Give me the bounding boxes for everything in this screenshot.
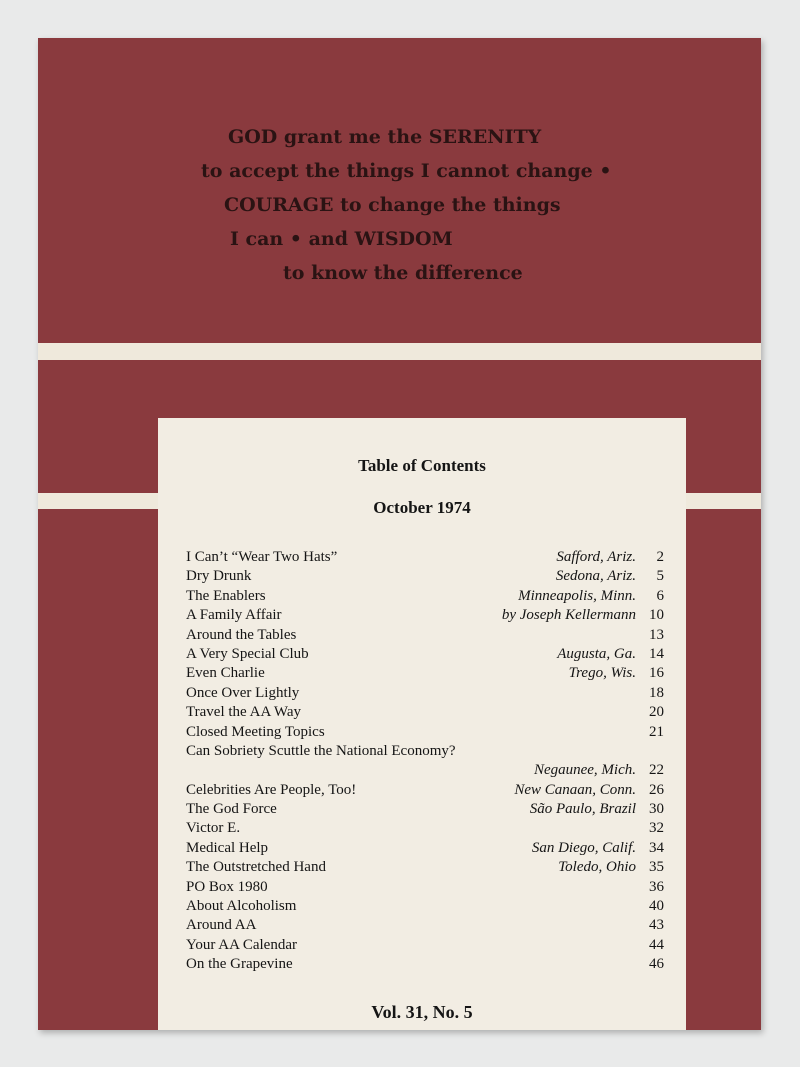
toc-entry-title: A Very Special Club — [186, 645, 309, 662]
toc-entry — [186, 878, 664, 897]
toc-entry-page: 46 — [649, 956, 664, 973]
toc-entry-page: 2 — [656, 549, 664, 565]
toc-entry-title: Closed Meeting Topics — [186, 723, 325, 740]
toc-entry-title: Celebrities Are People, Too! — [186, 781, 357, 798]
toc-entry-page: 34 — [649, 839, 664, 856]
toc-entry — [186, 819, 664, 838]
toc-entry — [186, 684, 664, 703]
toc-entry-title: Victor E. — [186, 820, 241, 837]
toc-entry-page: 6 — [656, 587, 664, 604]
toc-entry — [186, 723, 664, 742]
toc-entry-title: Your AA Calendar — [186, 936, 297, 953]
toc-entry-page: 16 — [649, 665, 664, 682]
toc-entry-page: 10 — [649, 607, 664, 624]
prayer-line: GOD grant me the SERENITY — [228, 126, 542, 148]
toc-entry-location: Negaunee, Mich. — [533, 762, 636, 779]
toc-entry-page: 30 — [649, 801, 664, 818]
toc-entry — [186, 587, 664, 606]
toc-entry — [186, 955, 664, 974]
toc-entry — [186, 548, 664, 567]
toc-entry — [186, 858, 664, 877]
toc-entry-page: 26 — [649, 781, 664, 798]
toc-entry-page: 36 — [649, 878, 664, 895]
toc-entry — [186, 800, 664, 819]
toc-entry — [186, 916, 664, 935]
toc-entry-title: Around AA — [186, 917, 257, 934]
toc-entry-page: 32 — [649, 820, 664, 837]
table-of-contents — [186, 548, 664, 975]
toc-entry-title: Medical Help — [186, 839, 269, 856]
prayer-line: to know the difference — [283, 262, 523, 284]
prayer-line: COURAGE to change the things — [224, 194, 561, 216]
toc-entry-title: Can Sobriety Scuttle the National Economy? — [186, 742, 456, 759]
toc-entry-title: Once Over Lightly — [186, 684, 300, 701]
toc-entry — [186, 839, 664, 858]
toc-entry-location: Minneapolis, Minn. — [518, 587, 636, 604]
booklet-cover — [38, 38, 761, 1030]
toc-entry-page: 5 — [656, 568, 664, 585]
toc-entry-title: About Alcoholism — [186, 898, 297, 915]
volume-number: Vol. 31, No. 5 — [371, 1002, 473, 1022]
toc-entry — [186, 781, 664, 800]
toc-entry — [186, 626, 664, 645]
toc-entry — [186, 606, 664, 625]
toc-entry-title: The Outstretched Hand — [186, 859, 326, 876]
prayer-line: to accept the things I cannot change • — [201, 160, 612, 182]
issue-date: October 1974 — [373, 498, 471, 517]
toc-entry-title: Dry Drunk — [186, 568, 252, 585]
toc-entry-title: A Family Affair — [186, 607, 282, 624]
toc-entry — [186, 897, 664, 916]
toc-entry-page: 43 — [649, 917, 664, 934]
toc-entry-location: Sedona, Ariz. — [555, 568, 636, 585]
toc-entry-location: by Joseph Kellermann — [501, 607, 636, 624]
contents-card — [158, 418, 686, 1030]
toc-entry-page: 22 — [649, 762, 664, 779]
toc-entry — [186, 742, 664, 761]
toc-entry-title: Travel the AA Way — [186, 704, 302, 721]
toc-entry-title: The Enablers — [186, 587, 266, 604]
toc-entry-location: Augusta, Ga. — [557, 645, 636, 662]
toc-entry-page: 40 — [649, 898, 664, 915]
toc-entry — [186, 567, 664, 586]
toc-entry-page: 20 — [649, 704, 664, 721]
toc-entry-location: São Paulo, Brazil — [529, 801, 636, 818]
toc-entry — [186, 645, 664, 664]
toc-entry-location: San Diego, Calif. — [531, 839, 636, 856]
toc-entry-location: Toledo, Ohio — [558, 859, 636, 876]
toc-entry-page: 35 — [649, 859, 664, 876]
toc-entry-title: PO Box 1980 — [186, 878, 268, 895]
toc-entry-title: Around the Tables — [186, 626, 297, 643]
toc-entry-page: 14 — [649, 645, 664, 662]
cream-band-upper — [38, 343, 761, 360]
toc-entry — [186, 664, 664, 683]
toc-entry — [186, 703, 664, 722]
toc-entry-location: Trego, Wis. — [568, 665, 636, 682]
contents-title: Table of Contents — [358, 456, 486, 475]
toc-entry-title: I Can’t “Wear Two Hats” — [186, 549, 338, 565]
toc-entry-title: On the Grapevine — [186, 956, 293, 973]
toc-entry-page: 18 — [649, 684, 664, 701]
toc-entry-title: The God Force — [186, 801, 277, 818]
toc-entry — [186, 761, 664, 780]
toc-entry-title: Even Charlie — [186, 665, 265, 682]
toc-entry-page: 21 — [649, 723, 664, 740]
toc-entry — [186, 936, 664, 955]
prayer-line: I can • and WISDOM — [230, 228, 453, 250]
toc-entry-page: 44 — [649, 936, 664, 953]
toc-entry-page: 13 — [649, 626, 664, 643]
toc-entry-location: New Canaan, Conn. — [514, 781, 636, 798]
toc-entry-location: Safford, Ariz. — [556, 549, 636, 565]
